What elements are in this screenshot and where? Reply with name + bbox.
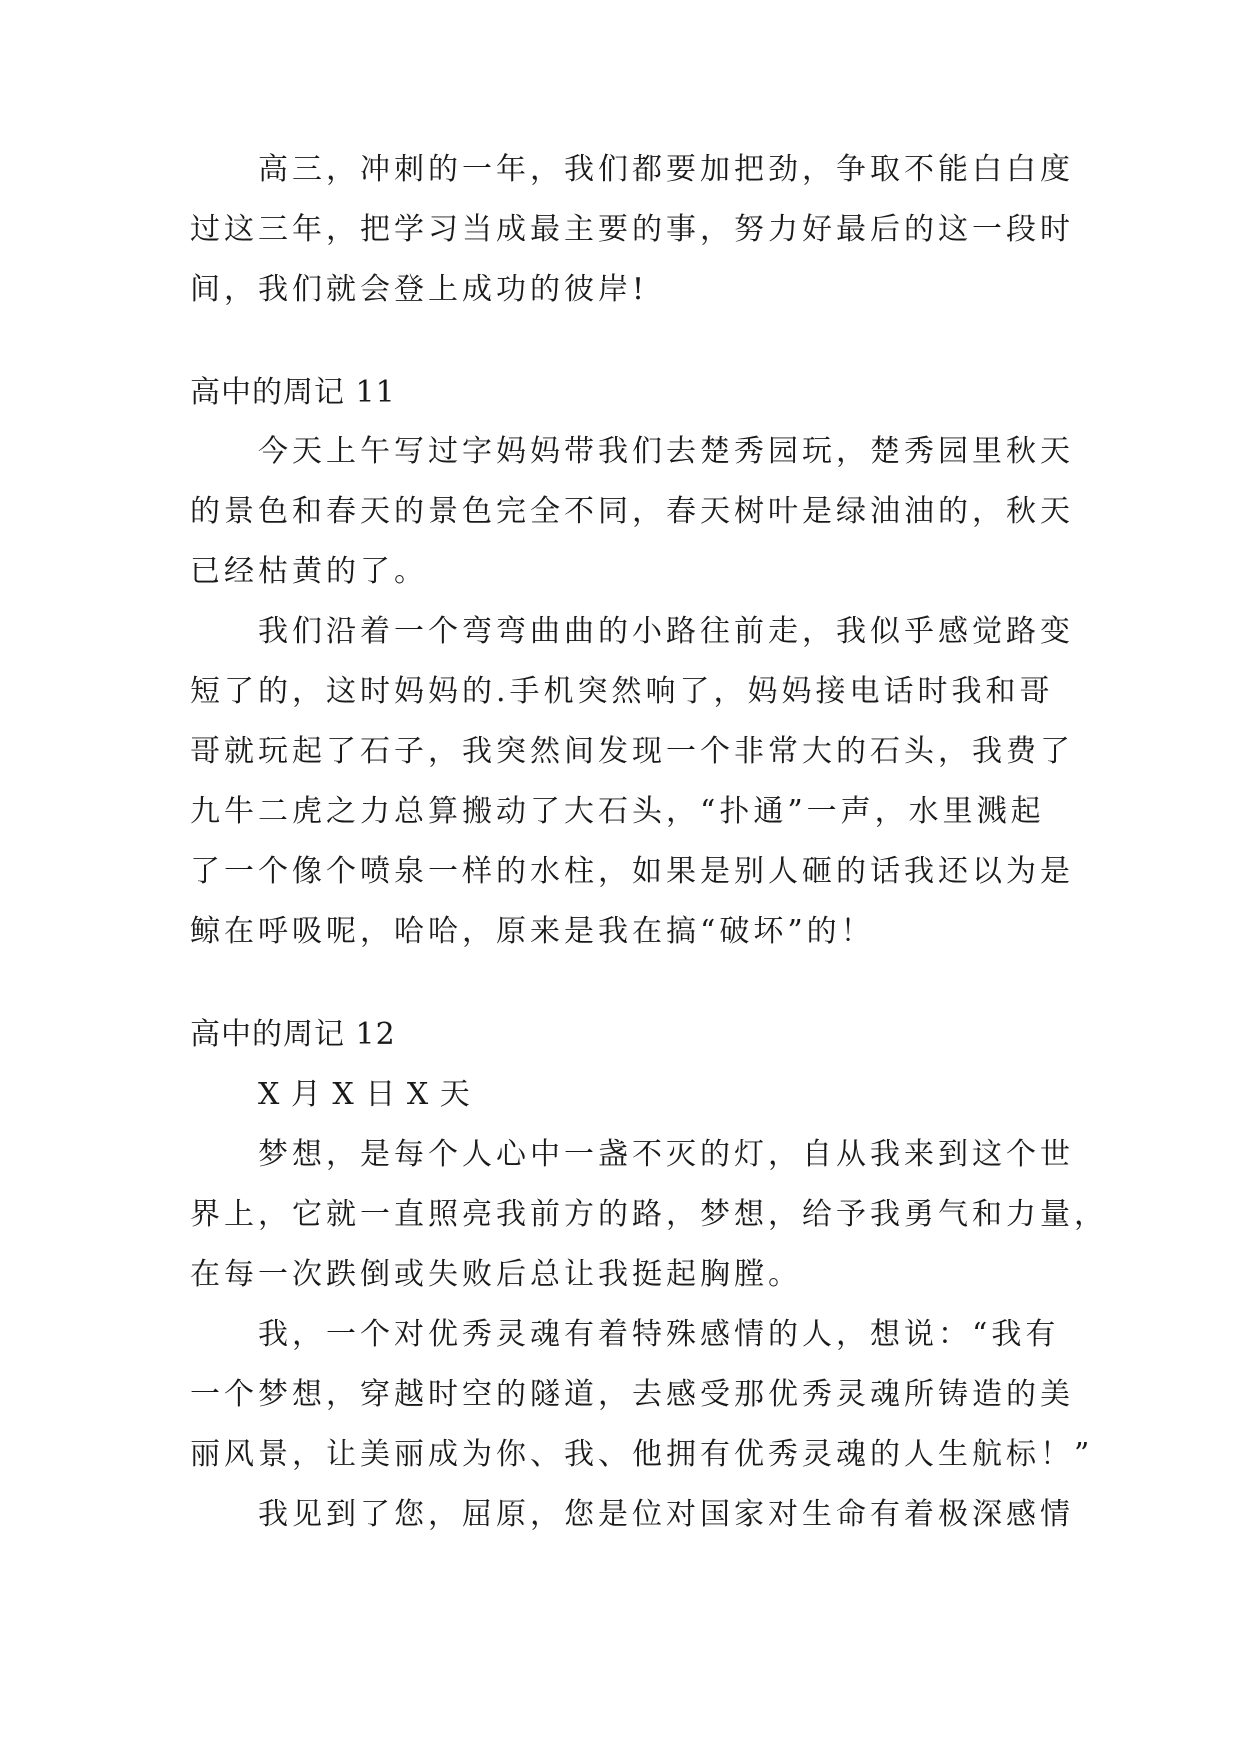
paragraph-line: 梦想，是每个人心中一盏不灭的灯，自从我来到这个世 <box>258 1137 1074 1172</box>
paragraph-line: 鲸在呼吸呢，哈哈，原来是我在搞“破坏”的！ <box>190 914 875 949</box>
section-heading: 高中的周记 11 <box>190 375 396 410</box>
paragraph-line: 了一个像个喷泉一样的水柱，如果是别人砸的话我还以为是 <box>190 854 1074 889</box>
paragraph-line: 过这三年，把学习当成最主要的事，努力好最后的这一段时 <box>190 212 1074 247</box>
paragraph-line: 的景色和春天的景色完全不同，春天树叶是绿油油的，秋天 <box>190 494 1074 529</box>
paragraph-line: 丽风景，让美丽成为你、我、他拥有优秀灵魂的人生航标！” <box>190 1437 1094 1472</box>
section-heading: 高中的周记 12 <box>190 1017 396 1052</box>
date-line: X 月 X 日 X 天 <box>258 1077 471 1112</box>
paragraph-line: 我们沿着一个弯弯曲曲的小路往前走，我似乎感觉路变 <box>258 614 1074 649</box>
paragraph-line: 界上，它就一直照亮我前方的路，梦想，给予我勇气和力量， <box>190 1197 1108 1232</box>
paragraph-line: 短了的，这时妈妈的.手机突然响了，妈妈接电话时我和哥 <box>190 674 1054 709</box>
paragraph-line: 一个梦想，穿越时空的隧道，去感受那优秀灵魂所铸造的美 <box>190 1377 1074 1412</box>
paragraph-line: 九牛二虎之力总算搬动了大石头，“扑通”一声，水里溅起 <box>190 794 1045 829</box>
paragraph-line: 高三，冲刺的一年，我们都要加把劲，争取不能白白度 <box>258 152 1074 187</box>
paragraph-line: 我见到了您，屈原，您是位对国家对生命有着极深感情 <box>258 1497 1074 1532</box>
paragraph-line: 今天上午写过字妈妈带我们去楚秀园玩，楚秀园里秋天 <box>258 434 1074 469</box>
paragraph-line: 哥就玩起了石子，我突然间发现一个非常大的石头，我费了 <box>190 734 1074 769</box>
paragraph-line: 间，我们就会登上成功的彼岸! <box>190 272 649 307</box>
paragraph-line: 我，一个对优秀灵魂有着特殊感情的人，想说：“我有 <box>258 1317 1060 1352</box>
paragraph-line: 已经枯黄的了。 <box>190 554 428 589</box>
paragraph-line: 在每一次跌倒或失败后总让我挺起胸膛。 <box>190 1257 802 1292</box>
